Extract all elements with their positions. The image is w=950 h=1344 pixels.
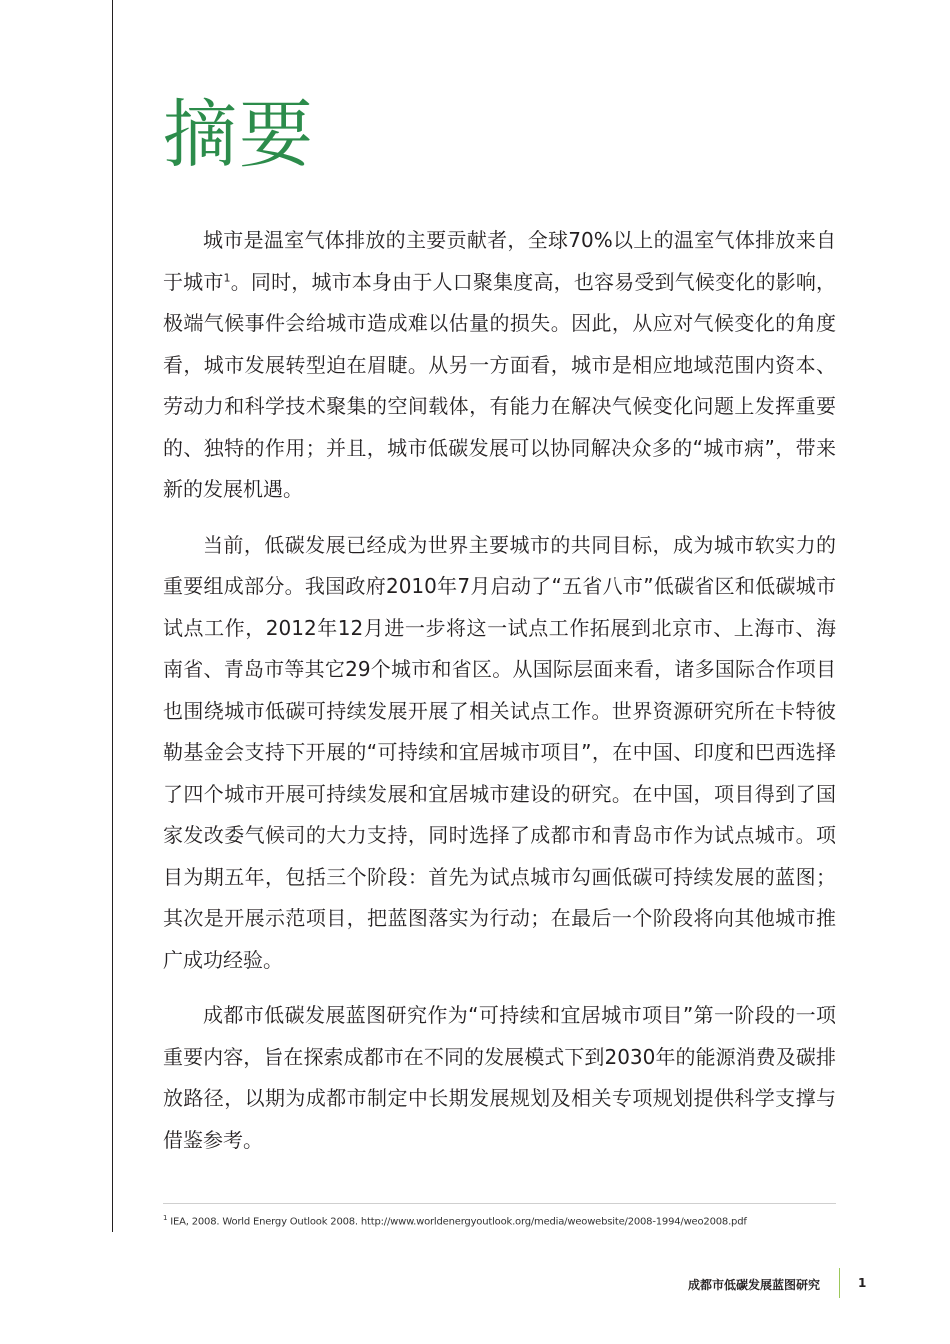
footnote-divider — [163, 1203, 836, 1204]
footnote-ref[interactable]: 1 — [223, 270, 231, 284]
page-title: 摘要 — [163, 92, 315, 178]
left-margin-rule — [112, 0, 113, 1232]
paragraph-1-text-a: 城市是温室气体排放的主要贡献者，全球70%以上的温室气体排放来自于城市 — [163, 228, 836, 294]
page-number: 1 — [858, 1276, 867, 1290]
running-footer-title: 成都市低碳发展蓝图研究 — [687, 1278, 820, 1292]
paragraph-1 — [163, 220, 836, 511]
footnote-text: IEA, 2008. World Energy Outlook 2008. http://www.worldenergyoutlook.org/media/weowebsite/2008-1994/weo2008.pdf — [170, 1216, 747, 1228]
footer-divider — [839, 1268, 840, 1298]
paragraph-3: 成都市低碳发展蓝图研究作为“可持续和宜居城市项目”第一阶段的一项重要内容，旨在探索成都市在不同的发展模式下到2030年的能源消费及碳排放路径，以期为成都市制定中长期发展规划及相关专项规划提供科学支撑与借鉴参考。 — [163, 1003, 836, 1152]
abstract-body — [163, 220, 836, 1175]
paragraph-2: 当前，低碳发展已经成为世界主要城市的共同目标，成为城市软实力的重要组成部分。我国政府2010年7月启动了“五省八市”低碳省区和低碳城市试点工作，2012年12月进一步将这一试点工作拓展到北京市、上海市、海南省、青岛市等其它29个城市和省区。从国际层面来看，诸多国际合作项目也围绕城市低碳可持续发展开展了相关试点工作。世界资源研究所在卡特彼勒基金会支持下开展的“可持续和宜居城市项目”，在中国、印度和巴西选择了四个城市开展可持续发展和宜居城市建设的研究。在中国，项目得到了国家发改委气候司的大力支持，同时选择了成都市和青岛市作为试点城市。项目为期五年，包括三个阶段：首先为试点城市勾画低碳可持续发展的蓝图；其次是开展示范项目，把蓝图落实为行动；在最后一个阶段将向其他城市推广成功经验。 — [163, 532, 836, 972]
footnote — [163, 1214, 747, 1227]
paragraph-1-text-b: 。同时，城市本身由于人口聚集度高，也容易受到气候变化的影响，极端气候事件会给城市造成难以估量的损失。因此，从应对气候变化的角度看，城市发展转型迫在眉睫。从另一方面看，城市是相应地域范围内资本、劳动力和科学技术聚集的空间载体，有能力在解决气候变化问题上发挥重要的、独特的作用；并且，城市低碳发展可以协同解决众多的“城市病”，带来新的发展机遇。 — [163, 269, 837, 501]
footnote-marker: 1 — [163, 1214, 168, 1222]
